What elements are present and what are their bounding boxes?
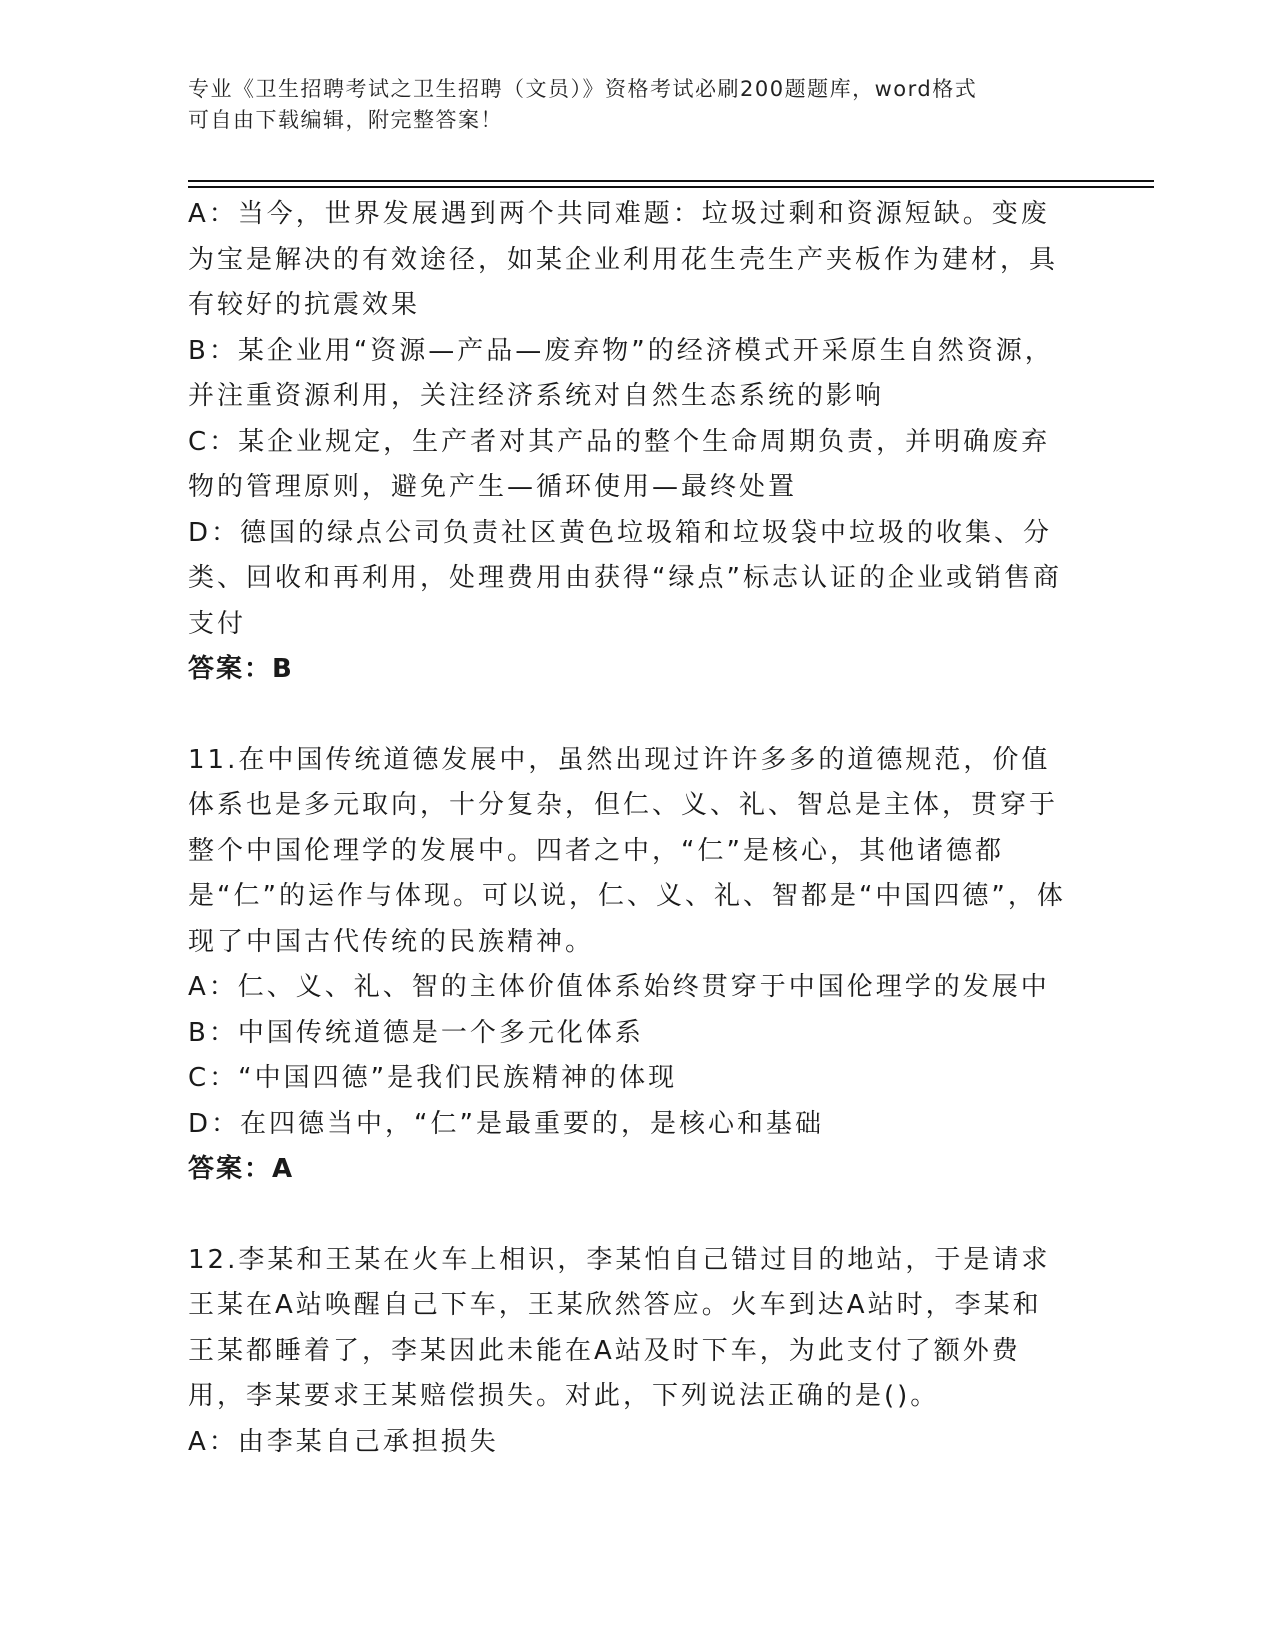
option-a: A：仁、义、礼、智的主体价值体系始终贯穿于中国伦理学的发展中 [188, 972, 1050, 1002]
header-title-line-2: 可自由下载编辑，附完整答案！ [188, 108, 503, 132]
spacer [188, 693, 1068, 738]
option-d: D：德国的绿点公司负责社区黄色垃圾箱和垃圾袋中垃圾的收集、分类、回收和再利用，处理费用由获得“绿点”标志认证的企业或销售商支付 [188, 517, 1062, 639]
option-d: D：在四德当中，“仁”是最重要的，是核心和基础 [188, 1108, 824, 1139]
spacer [188, 1193, 1068, 1238]
option-b: B：某企业用“资源—产品—废弃物”的经济模式开采原生自然资源，并注重资源利用，关注经济系统对自然生态系统的影响 [188, 335, 1054, 411]
header-divider-top [188, 180, 1154, 182]
question-stem: 11.在中国传统道德发展中，虽然出现过许许多多的道德规范，价值体系也是多元取向，十分复杂，但仁、义、礼、智总是主体，贯穿于整个中国伦理学的发展中。四者之中，“仁”是核心，其他诸德都是“仁”的运作与体现。可以说，仁、义、礼、智都是“中国四德”，体现了中国古代传统的民族精神。 [188, 744, 1066, 957]
document-header [188, 74, 1068, 136]
option-a: A：当今，世界发展遇到两个共同难题：垃圾过剩和资源短缺。变废为宝是解决的有效途径，如某企业利用花生壳生产夹板作为建材，具有较好的抗震效果 [188, 199, 1059, 320]
question-stem: 12.李某和王某在火车上相识，李某怕自己错过目的地站，于是请求王某在A站唤醒自己下车，王某欣然答应。火车到达A站时，李某和王某都睡着了，李某因此未能在A站及时下车，为此支付了额外费用，李某要求王某赔偿损失。对此，下列说法正确的是()。 [188, 1244, 1051, 1411]
question-10 [188, 192, 1068, 693]
answer-line: 答案：A [188, 1154, 295, 1184]
option-c: C：某企业规定，生产者对其产品的整个生命周期负责，并明确废弃物的管理原则，避免产生—循环使用—最终处置 [188, 426, 1051, 502]
header-divider-bottom [188, 186, 1154, 188]
option-a: A：由李某自己承担损失 [188, 1426, 499, 1457]
option-c: C：“中国四德”是我们民族精神的体现 [188, 1063, 678, 1093]
document-body [188, 192, 1068, 1465]
question-11 [188, 738, 1068, 1193]
header-title-line-1: 专业《卫生招聘考试之卫生招聘（文员）》资格考试必刷200题题库，word格式 [188, 77, 978, 101]
option-b: B：中国传统道德是一个多元化体系 [188, 1017, 644, 1048]
question-12 [188, 1238, 1068, 1466]
answer-line: 答案：B [188, 654, 294, 684]
